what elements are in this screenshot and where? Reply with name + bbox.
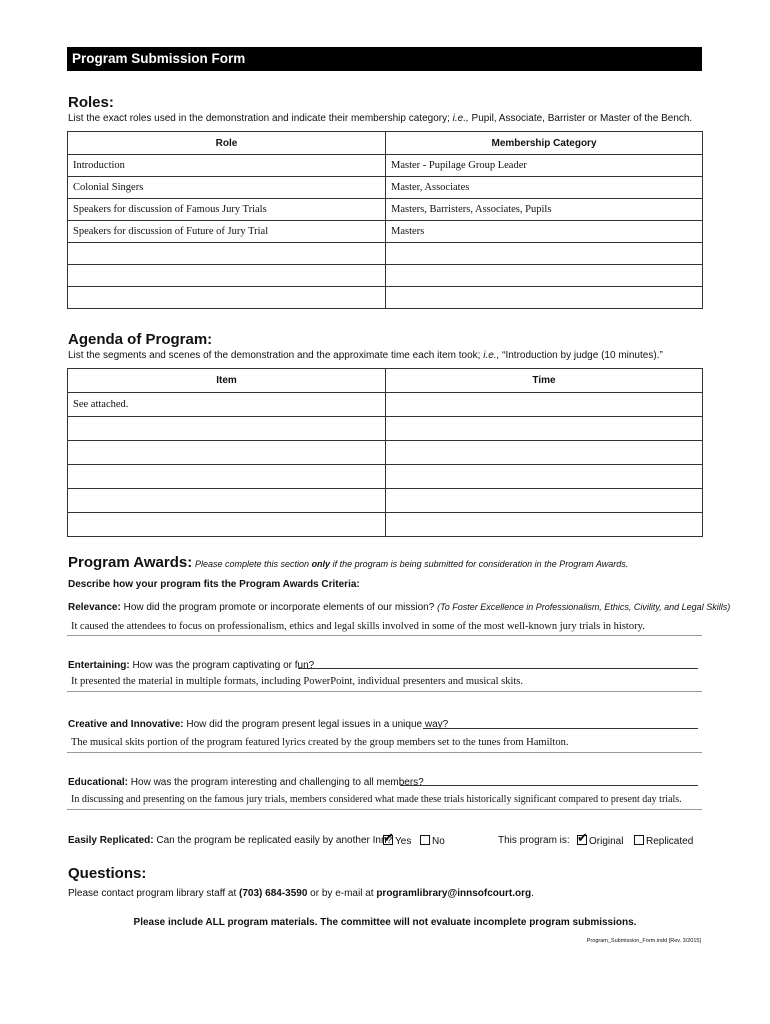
creative-line-2 <box>67 752 702 753</box>
educational-line-2 <box>67 809 702 810</box>
notice: Please include ALL program materials. The committee will not evaluate incomplete program submissions. <box>133 917 637 928</box>
category-cell[interactable]: Master, Associates <box>386 177 703 199</box>
time-cell[interactable] <box>386 489 703 513</box>
replicated-option[interactable]: Replicated <box>634 835 693 847</box>
category-cell[interactable]: Master - Pupilage Group Leader <box>386 155 703 177</box>
table-row <box>68 513 703 537</box>
time-cell[interactable] <box>386 441 703 465</box>
roles-instruction: List the exact roles used in the demonstration and indicate their membership category; i.e., Pupil, Associate, Barrister or Master of the Bench. <box>68 113 693 124</box>
questions-heading: Questions: <box>68 865 147 882</box>
role-cell[interactable]: Speakers for discussion of Famous Jury Trials <box>68 199 386 221</box>
category-cell[interactable] <box>386 243 703 265</box>
table-row <box>68 199 703 221</box>
item-cell[interactable] <box>68 417 386 441</box>
program-is-label: This program is: <box>498 835 570 846</box>
agenda-col-time: Time <box>386 369 703 393</box>
form-title: Program Submission Form <box>67 47 702 71</box>
table-row <box>68 155 703 177</box>
time-cell[interactable] <box>386 465 703 489</box>
educational-answer[interactable]: In discussing and presenting on the famous jury trials, members considered what made these trials historically significant compared to present day trials. <box>71 794 682 805</box>
no-checkbox[interactable] <box>420 835 430 845</box>
educational-line <box>400 785 698 786</box>
creative-line <box>423 728 698 729</box>
role-cell[interactable] <box>68 243 386 265</box>
table-row <box>68 441 703 465</box>
role-cell[interactable]: Colonial Singers <box>68 177 386 199</box>
awards-heading-line <box>68 554 628 571</box>
roles-col-role: Role <box>68 132 386 155</box>
footer-code: Program_Submission_Form.indd [Rev. 3/2015] <box>586 938 701 944</box>
yes-option[interactable]: ✔ Yes <box>383 835 411 847</box>
awards-describe: Describe how your program fits the Program Awards Criteria: <box>68 579 360 590</box>
role-cell[interactable] <box>68 287 386 309</box>
item-cell[interactable]: See attached. <box>68 393 386 417</box>
original-option[interactable]: ✔ Original <box>577 835 623 847</box>
relevance-line <box>67 635 702 636</box>
table-row <box>68 489 703 513</box>
roles-heading: Roles: <box>68 94 114 111</box>
table-row <box>68 393 703 417</box>
table-row <box>68 265 703 287</box>
educational-question: Educational: How was the program interesting and challenging to all members? <box>68 777 424 788</box>
table-row <box>68 243 703 265</box>
original-checkbox[interactable] <box>577 835 587 845</box>
roles-table <box>67 131 703 309</box>
agenda-table <box>67 368 703 537</box>
yes-checkbox[interactable] <box>383 835 393 845</box>
role-cell[interactable]: Speakers for discussion of Future of Jury Trial <box>68 221 386 243</box>
replicated-question: Easily Replicated: Can the program be replicated easily by another Inn? <box>68 835 393 846</box>
contact-line: Please contact program library staff at (703) 684-3590 or by e-mail at programlibrary@innsofcourt.org. <box>68 888 534 899</box>
item-cell[interactable] <box>68 465 386 489</box>
entertaining-answer[interactable]: It presented the material in multiple formats, including PowerPoint, individual presenters and musical skits. <box>71 676 523 687</box>
category-cell[interactable]: Masters, Barristers, Associates, Pupils <box>386 199 703 221</box>
category-cell[interactable]: Masters <box>386 221 703 243</box>
time-cell[interactable] <box>386 513 703 537</box>
awards-heading: Program Awards: <box>68 554 193 571</box>
entertaining-line <box>298 668 698 669</box>
category-cell[interactable] <box>386 265 703 287</box>
entertaining-line-2 <box>67 691 702 692</box>
time-cell[interactable] <box>386 393 703 417</box>
table-row <box>68 287 703 309</box>
table-row <box>68 465 703 489</box>
no-option[interactable]: No <box>420 835 445 847</box>
creative-answer[interactable]: The musical skits portion of the program featured lyrics created by the group members set to the tunes from Hamilton. <box>71 737 569 748</box>
table-row <box>68 417 703 441</box>
replicated-checkbox[interactable] <box>634 835 644 845</box>
agenda-instruction: List the segments and scenes of the demonstration and the approximate time each item took; i.e., “Introduction by judge (10 minutes).” <box>68 350 663 361</box>
entertaining-question: Entertaining: How was the program captivating or fun? <box>68 660 315 671</box>
table-row <box>68 221 703 243</box>
table-row <box>68 177 703 199</box>
item-cell[interactable] <box>68 513 386 537</box>
category-cell[interactable] <box>386 287 703 309</box>
creative-question: Creative and Innovative: How did the program present legal issues in a unique way? <box>68 719 449 730</box>
awards-note: Please complete this section only if the program is being submitted for consideration in the Program Awards. <box>195 559 629 569</box>
relevance-answer[interactable]: It caused the attendees to focus on professionalism, ethics and legal skills involved in some of the most well-known jury trials in history. <box>71 621 645 632</box>
item-cell[interactable] <box>68 441 386 465</box>
item-cell[interactable] <box>68 489 386 513</box>
time-cell[interactable] <box>386 417 703 441</box>
roles-col-category: Membership Category <box>386 132 703 155</box>
agenda-heading: Agenda of Program: <box>68 331 213 348</box>
email-link[interactable]: programlibrary@innsofcourt.org <box>376 888 532 899</box>
role-cell[interactable]: Introduction <box>68 155 386 177</box>
relevance-question: Relevance: How did the program promote or incorporate elements of our mission? (To Foster Excellence in Professionalism, Ethics, Civility, and Legal Skills) <box>68 602 731 613</box>
agenda-col-item: Item <box>68 369 386 393</box>
role-cell[interactable] <box>68 265 386 287</box>
